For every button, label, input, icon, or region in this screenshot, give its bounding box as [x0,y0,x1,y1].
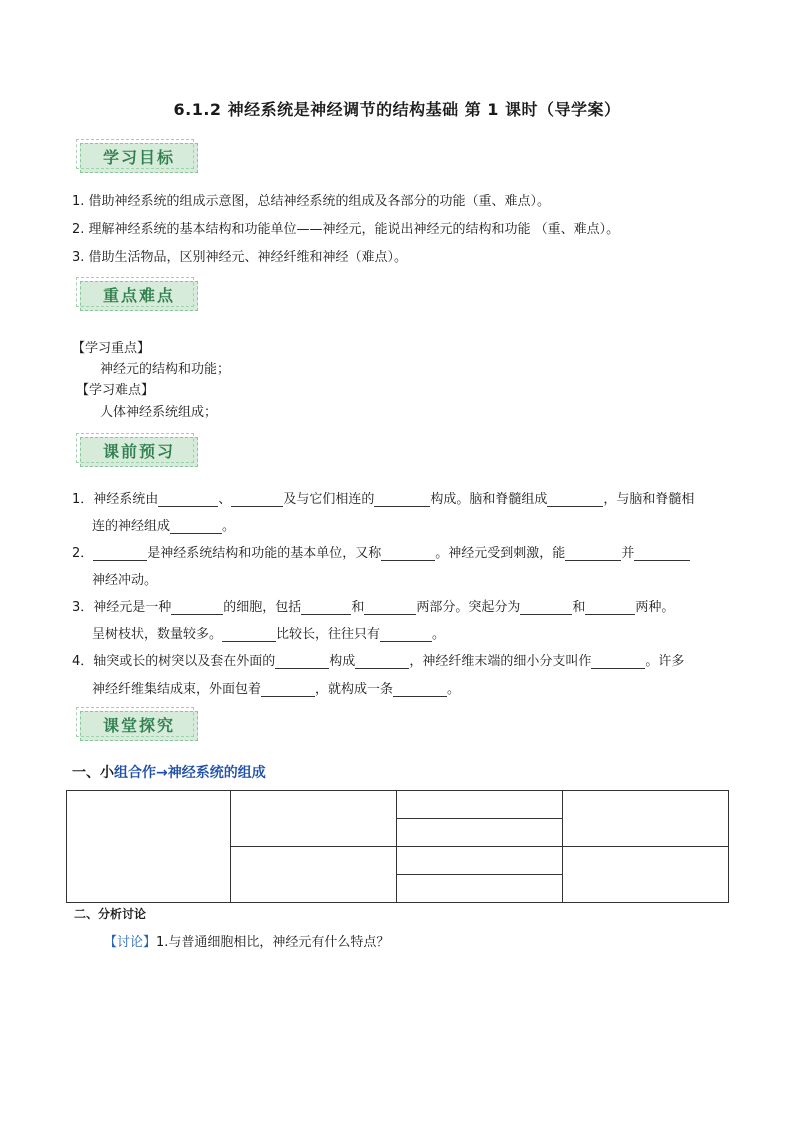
fill-blank[interactable] [565,546,621,561]
table-cell[interactable] [67,791,231,903]
question-number: 4． [72,654,94,669]
fill-blank[interactable] [520,600,572,615]
fill-blank[interactable] [158,492,218,507]
difficulty-label: 【学习难点】 [76,383,155,398]
discussion-tag: 【讨论】 [104,935,157,950]
part2-heading: 二、分析讨论 [74,907,147,921]
table-cell[interactable] [397,875,563,903]
objective-1: 1. 借助神经系统的组成示意图，总结神经系统的组成及各部分的功能（重、难点）。 [72,194,551,209]
section-label: 课前预习 [102,442,175,461]
section-label: 学习目标 [102,148,175,167]
question-number: 2． [72,546,94,561]
fill-blank[interactable] [231,492,283,507]
table-cell[interactable] [397,847,563,875]
fill-blank[interactable] [591,654,645,669]
question-number: 1． [72,492,94,507]
fill-blank[interactable] [364,600,416,615]
fill-blank[interactable] [171,600,223,615]
table-cell[interactable] [397,791,563,819]
section-tag-objectives [80,140,200,174]
objective-3: 3. 借助生活物品，区别神经元、神经纤维和神经（难点）。 [72,250,408,265]
table-cell[interactable] [231,847,397,903]
fill-blank[interactable] [380,627,432,642]
fill-blank[interactable] [275,654,329,669]
fill-blank[interactable] [261,682,315,697]
section-label: 课堂探究 [102,716,175,735]
preview-q3-line2: 呈树枝状，数量较多。 比较长，往往只有 。 [92,627,446,642]
page-title: 6.1.2 神经系统是神经调节的结构基础 第 1 课时（导学案） [173,100,621,119]
focus-label: 【学习重点】 [72,341,151,356]
objective-2: 2. 理解神经系统的基本结构和功能单位——神经元，能说出神经元的结构和功能 （重、难点）。 [72,222,620,237]
focus-text: 神经元的结构和功能； [100,362,231,377]
table-cell[interactable] [563,847,729,903]
table-cell[interactable] [563,791,729,847]
difficulty-text: 人体神经系统组成； [100,405,218,420]
fill-blank[interactable] [374,492,430,507]
fill-blank[interactable] [301,600,351,615]
fill-blank[interactable] [355,654,409,669]
fill-blank[interactable] [585,600,635,615]
section-tag-preview [80,434,200,468]
section-tag-key-points [80,278,200,312]
preview-q2-line2: 神经冲动。 [92,573,158,588]
preview-q2-line1: 2． 是神经系统结构和功能的基本单位，又称 。神经元受到刺激，能 并 [72,542,690,561]
fill-blank[interactable] [547,492,603,507]
section-tag-explore [80,708,200,742]
preview-q4-line1: 4．轴突或长的树突以及套在外面的 构成 ，神经纤维末端的细小分支叫作 。许多 [72,654,685,669]
preview-q1-line1: 1．神经系统由 、 及与它们相连的 构成。脑和脊髓组成 ，与脑和脊髓相 [72,492,695,507]
fill-blank[interactable] [634,546,690,561]
question-number: 3． [72,600,94,615]
preview-q3-line1: 3．神经元是一种 的细胞，包括 和 两部分。突起分为 和 两种。 [72,600,675,615]
fill-blank[interactable] [170,519,222,534]
composition-table [66,790,729,903]
fill-blank[interactable] [393,682,447,697]
fill-blank[interactable] [222,627,276,642]
preview-q4-line2: 神经纤维集结成束，外面包着 ，就构成一条 。 [92,682,461,697]
part1-heading: 一、小组合作→神经系统的组成 [72,765,266,781]
discussion-question: 【讨论】1.与普通细胞相比，神经元有什么特点？ [104,935,390,950]
table-cell[interactable] [231,791,397,847]
table-cell[interactable] [397,819,563,847]
section-label: 重点难点 [102,286,175,305]
preview-q1-line2: 连的神经组成 。 [92,519,236,534]
fill-blank[interactable] [93,546,147,561]
fill-blank[interactable] [381,546,435,561]
